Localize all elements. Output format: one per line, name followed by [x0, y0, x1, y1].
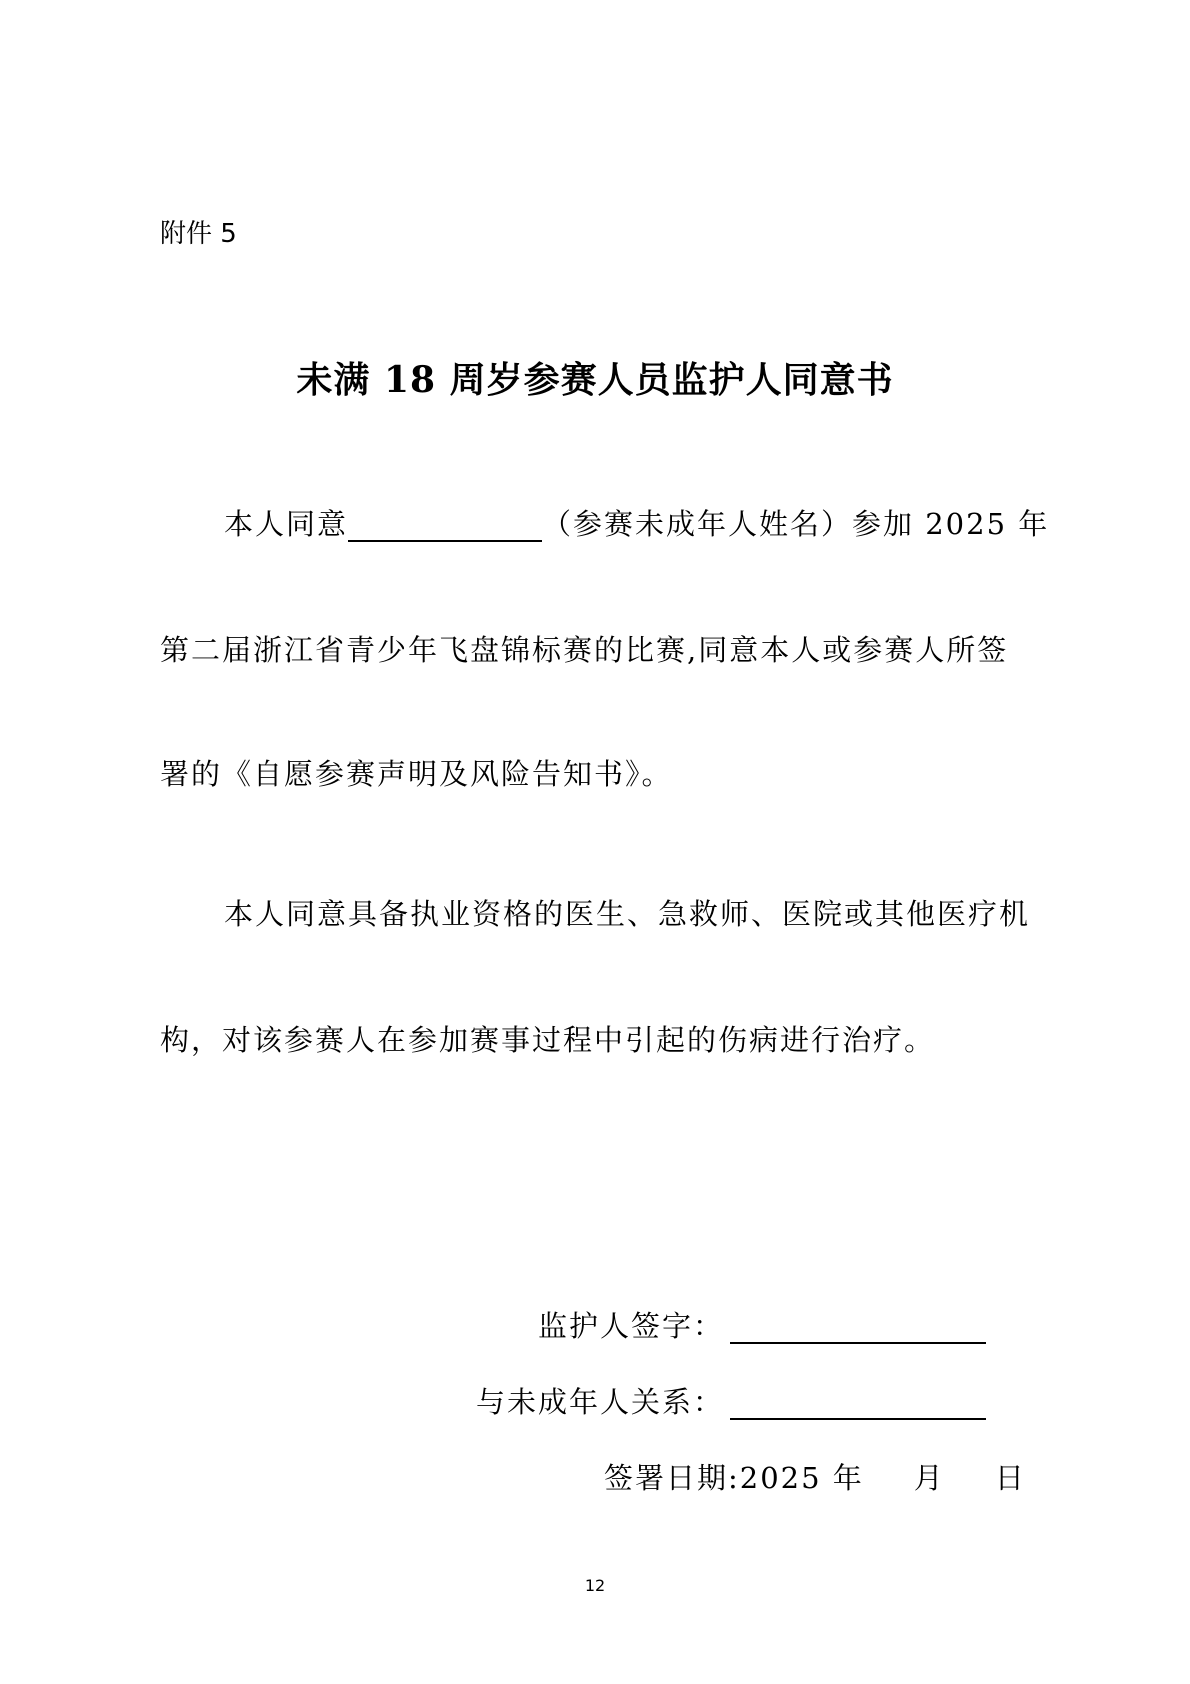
- relation-blank[interactable]: [730, 1388, 986, 1420]
- guardian-signature-row: [538, 1308, 986, 1344]
- month-label: 月: [913, 1461, 945, 1495]
- paragraph1-line1: [224, 506, 1049, 542]
- paragraph2-line2: 构，对该参赛人在参加赛事过程中引起的伤病进行治疗。: [160, 1023, 936, 1057]
- guardian-signature-blank[interactable]: [730, 1312, 986, 1344]
- paragraph1-line3: 署的《自愿参赛声明及风险告知书》。: [160, 757, 673, 791]
- guardian-signature-label: 监护人签字：: [537, 1309, 724, 1343]
- relation-label: 与未成年人关系：: [475, 1385, 724, 1419]
- paragraph1-line1-before-blank: 本人同意: [224, 507, 349, 541]
- signing-date-row: [604, 1460, 1026, 1496]
- attachment-label: 附件 5: [160, 219, 237, 249]
- paragraph1-line1-after-blank: （参赛未成年人姓名）参加 2025 年: [542, 507, 1050, 541]
- page-number: 12: [584, 1576, 606, 1595]
- paragraph2-line1: 本人同意具备执业资格的医生、急救师、医院或其他医疗机: [224, 897, 1031, 931]
- day-label: 日: [994, 1461, 1026, 1495]
- paragraph1-line2: 第二届浙江省青少年飞盘锦标赛的比赛,同意本人或参赛人所签: [160, 633, 1009, 667]
- document-title: 未满 18 周岁参赛人员监护人同意书: [296, 359, 894, 401]
- signing-date-label: 签署日期:2025 年: [604, 1461, 864, 1495]
- minor-name-blank[interactable]: [348, 510, 542, 542]
- relation-row: [476, 1384, 986, 1420]
